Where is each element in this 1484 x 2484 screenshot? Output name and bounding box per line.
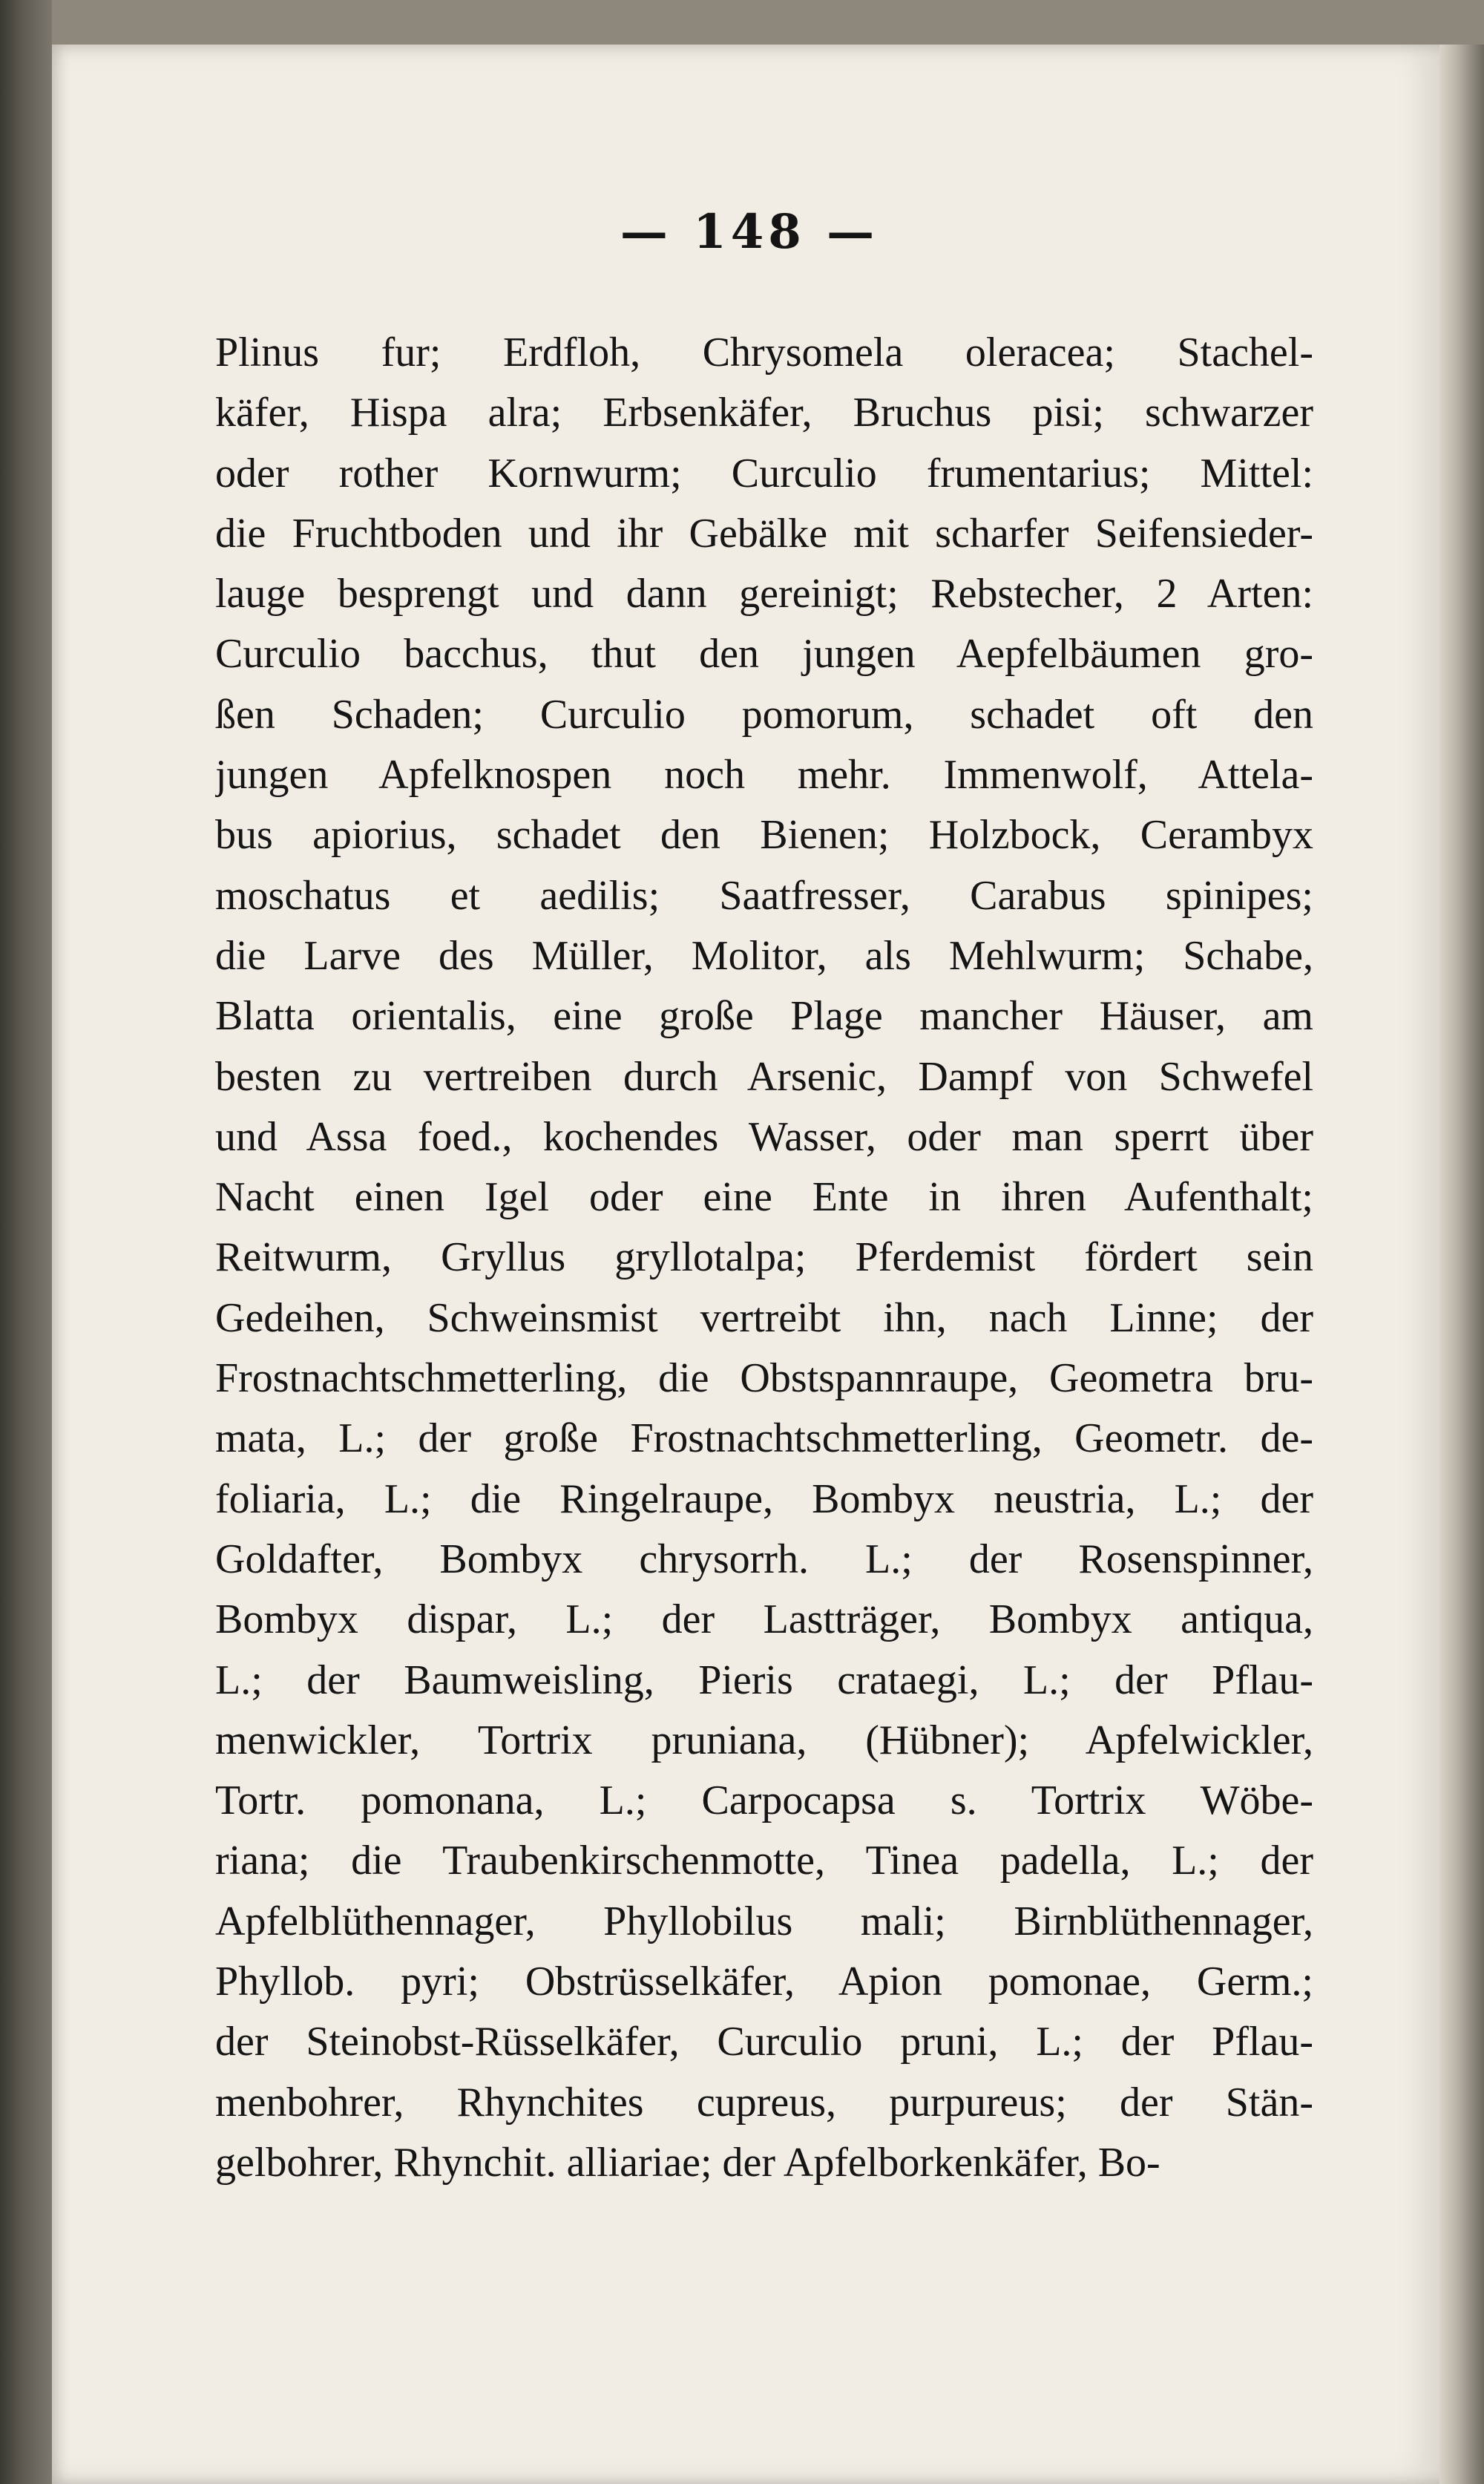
text-line: Plinus fur; Erdfloh, Chrysomela oleracea; Stachel- bbox=[215, 330, 1313, 376]
text-line: Blatta orientalis, eine große Plage mancher Häuser, am bbox=[215, 993, 1313, 1040]
text-line: jungen Apfelknospen noch mehr. Immenwolf, Attela- bbox=[215, 752, 1313, 799]
book-spine-edge bbox=[0, 0, 52, 2484]
text-line: Gedeihen, Schweinsmist vertreibt ihn, nach Linne; der bbox=[215, 1294, 1313, 1341]
text-line: riana; die Traubenkirschenmotte, Tinea padella, L.; der bbox=[215, 1838, 1313, 1884]
text-line: Tortr. pomonana, L.; Carpocapsa s. Tortrix Wöbe- bbox=[215, 1777, 1313, 1824]
text-line: menwickler, Tortrix pruniana, (Hübner); Apfelwickler, bbox=[215, 1717, 1313, 1763]
text-line: L.; der Baumweisling, Pieris crataegi, L.; der Pflau- bbox=[215, 1656, 1313, 1703]
text-line: besten zu vertreiben durch Arsenic, Dampf von Schwefel bbox=[215, 1053, 1313, 1100]
book-page-edges bbox=[1439, 45, 1484, 2484]
text-line: Frostnachtschmetterling, die Obstspannraupe, Geometra bru- bbox=[215, 1355, 1313, 1402]
text-line: Phyllob. pyri; Obstrüsselkäfer, Apion pomonae, Germ.; bbox=[215, 1959, 1313, 2005]
text-line: und Assa foed., kochendes Wasser, oder man sperrt über bbox=[215, 1113, 1313, 1160]
text-line: mata, L.; der große Frostnachtschmetterling, Geometr. de- bbox=[215, 1415, 1313, 1462]
text-line: käfer, Hispa alra; Erbsenkäfer, Bruchus pisi; schwarzer bbox=[215, 390, 1313, 436]
text-line: die Fruchtboden und ihr Gebälke mit scharfer Seifensieder- bbox=[215, 510, 1313, 557]
text-line: oder rother Kornwurm; Curculio frumentarius; Mittel: bbox=[215, 450, 1313, 497]
text-line: Bombyx dispar, L.; der Lastträger, Bombyx antiqua, bbox=[215, 1596, 1313, 1643]
body-text bbox=[215, 323, 1313, 2193]
page-number: — 148 — bbox=[620, 204, 879, 260]
text-line: ßen Schaden; Curculio pomorum, schadet oft den bbox=[215, 691, 1313, 738]
text-line: Curculio bacchus, thut den jungen Aepfelbäumen gro- bbox=[215, 631, 1313, 678]
book-page bbox=[52, 45, 1447, 2484]
text-line: bus apiorius, schadet den Bienen; Holzbock, Cerambyx bbox=[215, 812, 1313, 859]
text-line: die Larve des Müller, Molitor, als Mehlwurm; Schabe, bbox=[215, 932, 1313, 979]
text-line: lauge besprengt und dann gereinigt; Rebstecher, 2 Arten: bbox=[215, 571, 1313, 617]
text-line: moschatus et aedilis; Saatfresser, Carabus spinipes; bbox=[215, 872, 1313, 919]
text-line: menbohrer, Rhynchites cupreus, purpureus; der Stän- bbox=[215, 2079, 1313, 2126]
text-line: Nacht einen Igel oder eine Ente in ihren Aufenthalt; bbox=[215, 1174, 1313, 1221]
text-line: gelbohrer, Rhynchit. alliariae; der Apfelborkenkäfer, Bo- bbox=[215, 2139, 1160, 2186]
text-line: Goldafter, Bombyx chrysorrh. L.; der Rosenspinner, bbox=[215, 1536, 1313, 1582]
text-line: foliaria, L.; die Ringelraupe, Bombyx neustria, L.; der bbox=[215, 1475, 1313, 1522]
text-line: der Steinobst-Rüsselkäfer, Curculio pruni, L.; der Pflau- bbox=[215, 2019, 1313, 2065]
text-line: Apfelblüthennager, Phyllobilus mali; Birnblüthennager, bbox=[215, 1898, 1313, 1944]
text-line: Reitwurm, Gryllus gryllotalpa; Pferdemist fördert sein bbox=[215, 1234, 1313, 1281]
